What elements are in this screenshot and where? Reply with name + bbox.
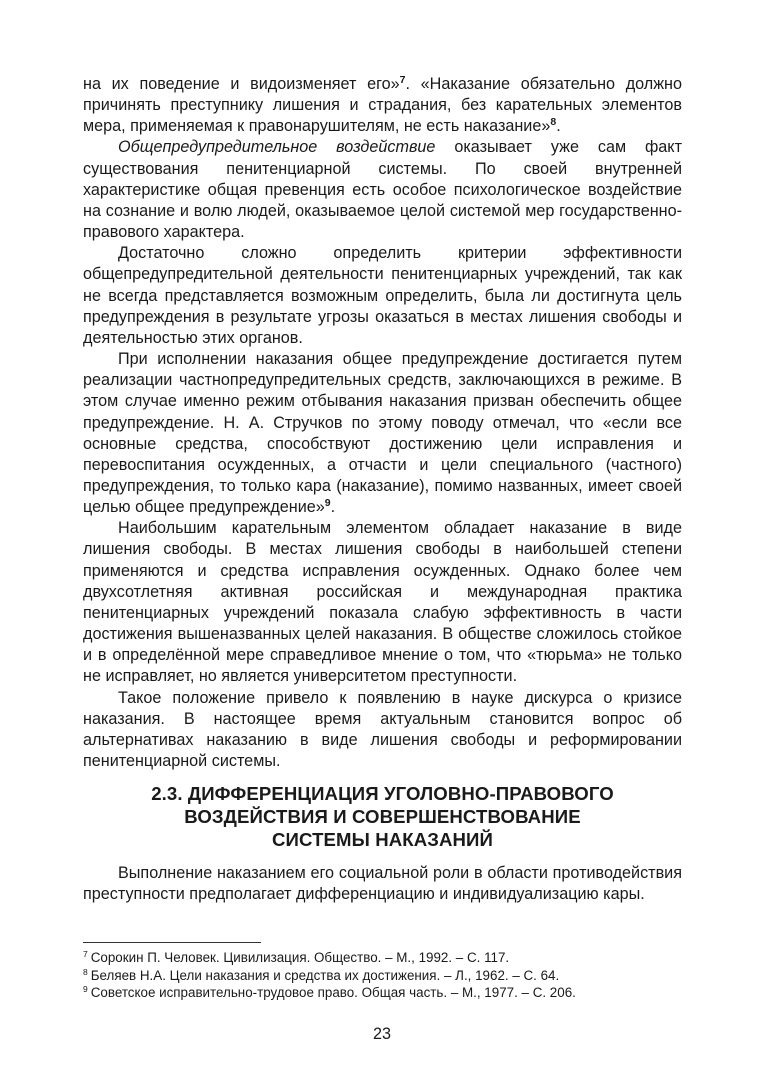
paragraph-5: Наибольшим карательным элементом обладает наказание в виде лишения свободы. В местах лишения свободы в наибольшей степени применяются и средства исправления осужденных. Однако более чем двухсотлетняя активная российская и международная практика пенитенциарных учреждений показала слабую эффективность в части достижения вышеназванных целей наказания. В обществе сложилось стойкое и в определённой мере справедливое мнение о том, что «тюрьма» не только не исправляет, но является университетом преступности. [83,519,682,686]
paragraph-text: . [556,117,561,136]
paragraph-text: . [330,498,336,517]
footnotes [83,949,683,1002]
paragraph-text: При исполнении наказания общее предупреждение достигается путем реализации частнопредупредительных средств, заключающихся в режиме. В этом случае именно режим отбывания наказания призван обеспечить общее предупреждение. Н. А. Стручков по этому поводу отмечал, что «если все основные средства, способствуют достижению цели исправления и перевоспитания осужденных, а отчасти и цели специального (частного) предупреждения, то только кара (наказание), помимо названных, имеет своей целью общее предупреждение» [83,350,682,517]
footnote-ref-7[interactable]: 7 [399,74,406,86]
paragraph-2 [83,137,682,243]
paragraph-text: оказывает уже сам факт существования пенитенциарной системы. По своей внутренней характеристике общая превенция есть особое психологическое воздействие на сознание и волю людей, оказываемое целой системой мер государственно-правового характера. [83,138,682,242]
section-heading [83,782,682,851]
footnote-number: 8 [83,966,88,977]
paragraph-1 [83,74,682,137]
footnote-7 [83,949,683,967]
heading-line-1: 2.3. ДИФФЕРЕНЦИАЦИЯ УГОЛОВНО-ПРАВОВОГО [151,783,614,805]
page-number: 23 [372,1025,391,1043]
page-body [83,74,682,905]
heading-line-3: СИСТЕМЫ НАКАЗАНИЙ [272,829,493,851]
footnote-number: 9 [83,984,88,995]
paragraph-text: на их поведение и видоизменяет его» [83,75,400,93]
footnote-text: Беляев Н.А. Цели наказания и средства их достижения. – Л., 1962. – С. 64. [90,967,560,983]
footnote-ref-9[interactable]: 9 [324,497,331,510]
footnote-ref-8[interactable]: 8 [550,116,557,129]
paragraph-6: Такое положение привело к появлению в науке дискурса о кризисе наказания. В настоящее время актуальным становится вопрос об альтернативах наказанию в виде лишения свободы и реформировании пенитенциарной системы. [83,688,682,770]
paragraph-7: Выполнение наказанием его социальной роли в области противодействия преступности предполагает дифференциацию и индивидуализацию кары. [83,864,682,904]
footnote-text: Сорокин П. Человек. Цивилизация. Общество. – М., 1992. – С. 117. [90,950,510,965]
italic-term: Общепредупредительное воздействие [118,138,436,157]
footnote-number: 7 [83,949,88,959]
footnote-text: Советское исправительно-трудовое право. Общая часть. – М., 1977. – С. 206. [90,985,576,1001]
paragraph-4 [83,349,682,518]
paragraph-text: . «Наказание обязательно должно причинять преступнику лишения и страдания, без карательных элементов мера, применяемая к правонарушителям, не есть наказание» [83,75,683,136]
heading-line-2: ВОЗДЕЙСТВИЯ И СОВЕРШЕНСТВОВАНИЕ [184,806,581,828]
paragraph-3: Достаточно сложно определить критерии эффективности общепредупредительной деятельности пенитенциарных учреждений, так как не всегда представляется возможным определить, была ли достигнута цель предупреждения в результате угрозы оказаться в местах лишения свободы и деятельностью этих органов. [83,244,682,347]
footnote-separator [83,942,261,943]
footnote-9 [83,984,683,1002]
footnote-8 [83,967,683,985]
